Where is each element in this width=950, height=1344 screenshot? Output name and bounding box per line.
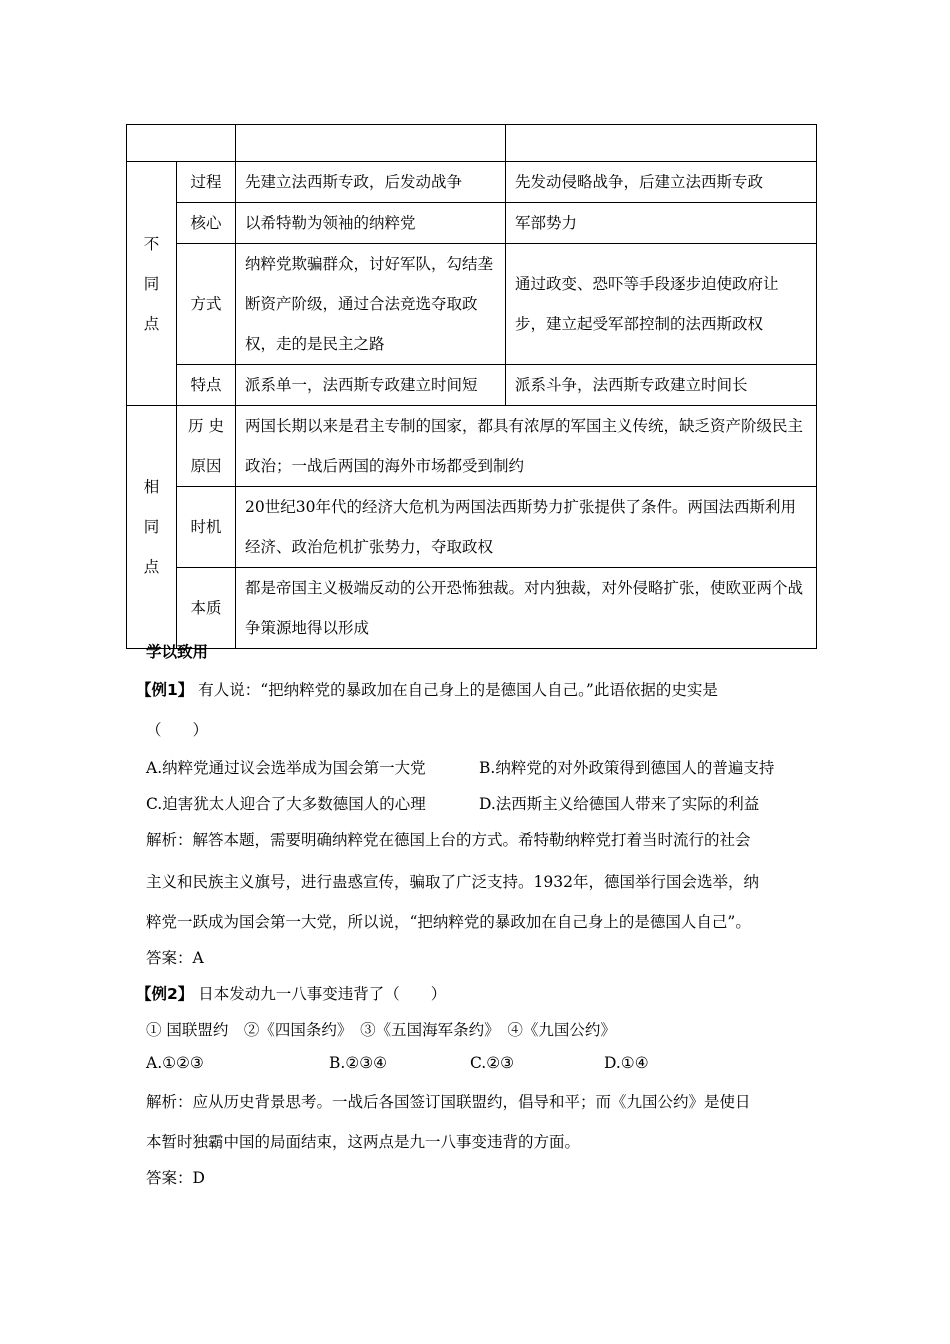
option-c: C.迫害犹太人迎合了大多数德国人的心理 [146,795,426,813]
group-label-different: 不同点 [127,162,177,406]
table-row [127,244,817,365]
example1-options-row1 [146,756,816,778]
example2-items: ① 国联盟约 ②《四国条约》 ③《五国海军条约》 ④《九国公约》 [146,1021,616,1039]
aspect-cell: 时机 [177,487,236,568]
table-header-row [127,125,817,162]
example1-question [136,678,806,700]
example1-analysis-line1: 解析：解答本题，需要明确纳粹党在德国上台的方式。希特勒纳粹党打着当时流行的社会 [146,831,751,849]
table-row [127,568,817,649]
example1-analysis-line3: 粹党一跃成为国会第一大党，所以说，“把纳粹党的暴政加在自己身上的是德国人自己”。 [146,913,751,931]
example2-answer: 答案：D [146,1169,205,1187]
option-c: C.②③ [470,1054,515,1072]
example2-options [146,1054,816,1072]
table-row [127,487,817,568]
germany-cell: 纳粹党欺骗群众，讨好军队，勾结垄断资产阶级，通过合法竞选夺取政权，走的是民主之路 [236,244,506,365]
example1-label: 【例1】 [136,681,194,699]
aspect-cell: 方式 [177,244,236,365]
header-cell [506,125,817,162]
germany-cell: 以希特勒为领袖的纳粹党 [236,203,506,244]
germany-cell: 派系单一，法西斯专政建立时间短 [236,365,506,406]
table-row [127,406,817,487]
option-a: A.纳粹党通过议会选举成为国会第一大党 [146,759,426,777]
example2-analysis-line1: 解析：应从历史背景思考。一战后各国签订国联盟约，倡导和平；而《九国公约》是使日 [146,1093,751,1111]
aspect-cell: 本质 [177,568,236,649]
germany-cell: 先建立法西斯专政，后发动战争 [236,162,506,203]
content-cell: 两国长期以来是君主专制的国家，都具有浓厚的军国主义传统，缺乏资产阶级民主政治；一战后两国的海外市场都受到制约 [236,406,817,487]
table-row [127,162,817,203]
example2-analysis-line2: 本暂时独霸中国的局面结束，这两点是九一八事变违背的方面。 [146,1133,581,1151]
content-cell: 20世纪30年代的经济大危机为两国法西斯势力扩张提供了条件。两国法西斯利用经济、政治危机扩张势力，夺取政权 [236,487,817,568]
example2-question [136,982,806,1004]
option-a: A.①②③ [146,1054,204,1072]
example1-analysis-line2: 主义和民族主义旗号，进行蛊惑宣传，骗取了广泛支持。1932年，德国举行国会选举，纳 [146,873,759,891]
option-d: D.法西斯主义给德国人带来了实际的利益 [479,795,760,813]
table-row [127,365,817,406]
header-cell [127,125,236,162]
example1-text: 有人说：“把纳粹党的暴政加在自己身上的是德国人自己。”此语依据的史实是 [198,681,718,699]
group-label-same: 相同点 [127,406,177,649]
example2-label: 【例2】 [136,985,194,1003]
japan-cell: 通过政变、恐吓等手段逐步迫使政府让步，建立起受军部控制的法西斯政权 [506,244,817,365]
example2-text: 日本发动九一八事变违背了（ ） [198,985,447,1003]
option-b: B.②③④ [329,1054,388,1072]
japan-cell: 派系斗争，法西斯专政建立时间长 [506,365,817,406]
option-d: D.①④ [604,1054,649,1072]
japan-cell: 先发动侵略战争，后建立法西斯专政 [506,162,817,203]
header-cell [236,125,506,162]
aspect-cell: 过程 [177,162,236,203]
aspect-cell: 历 史原因 [177,406,236,487]
example1-options-row2 [146,792,816,814]
table-row [127,203,817,244]
comparison-table [126,124,817,649]
japan-cell: 军部势力 [506,203,817,244]
section-title: 学以致用 [146,643,209,661]
aspect-cell: 核心 [177,203,236,244]
option-b: B.纳粹党的对外政策得到德国人的普遍支持 [479,759,775,777]
example1-answer: 答案：A [146,949,204,967]
aspect-cell: 特点 [177,365,236,406]
example1-paren: （ ） [146,721,209,739]
content-cell: 都是帝国主义极端反动的公开恐怖独裁。对内独裁，对外侵略扩张，使欧亚两个战争策源地得以形成 [236,568,817,649]
